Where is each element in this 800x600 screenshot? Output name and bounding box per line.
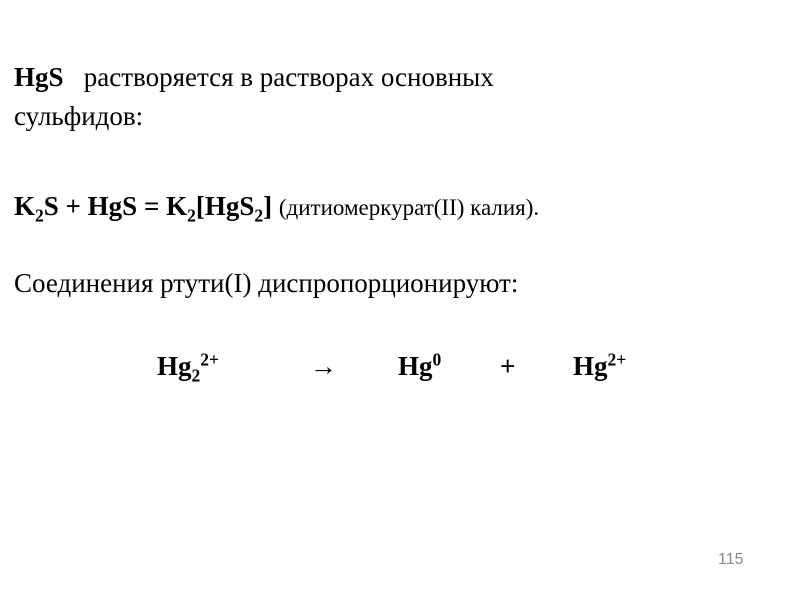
eq-arrow: → bbox=[310, 351, 337, 381]
eq-product-hg2: $Hg^{2+}$ bbox=[573, 349, 627, 381]
page-number: 115 bbox=[718, 551, 744, 568]
sulfides-text: сульфидов: bbox=[14, 101, 144, 131]
formula-hgs: HgS bbox=[14, 62, 64, 92]
reaction-formula: $K_2S$ + HgS = $K_2[HgS_2]$ bbox=[14, 191, 273, 226]
eq-product-hg0: Hg$^0$ bbox=[398, 349, 442, 381]
eq-plus: + bbox=[500, 351, 516, 381]
eq-reactant: $Hg_2^{2+}$ bbox=[157, 349, 220, 386]
line-sulfides bbox=[14, 103, 143, 130]
dissolves-text: растворяется в растворах основных bbox=[83, 62, 494, 92]
compound-name: (дитиомеркурат(II) калия). bbox=[278, 195, 540, 220]
disproportionation-text: Соединения ртути(I) диспропорционируют: bbox=[14, 268, 519, 298]
line-reaction-k2s bbox=[14, 191, 540, 226]
line-disproportionation bbox=[14, 270, 518, 297]
line-hgs-dissolves bbox=[14, 64, 494, 91]
